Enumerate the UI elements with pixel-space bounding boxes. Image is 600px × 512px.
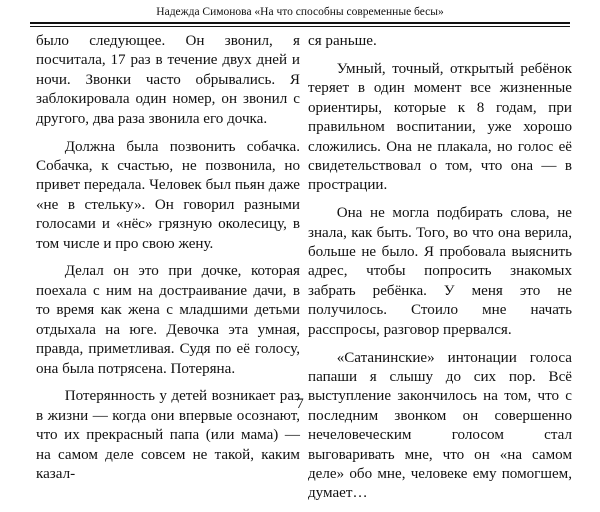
right-column (308, 32, 572, 512)
paragraph: «Сатанинские» интонации голоса папаши я слышу до сих пор. Всё выступление закончилось на том, что с последним звонком он совершенно нечеловеческим голосом стал выговаривать мне, что он «на самом деле» обо мне, человеке ему помогшем, думает… (308, 349, 572, 502)
paragraph: Она не могла подбирать слова, не знала, как быть. Того, во что она верила, больше не было. Я пробовала выяснить адрес, чтобы попросить знакомых забрать ребёнка. У меня это не получилось. Стоило мне начать расспросы, разговор прервался. (308, 205, 572, 338)
paragraph: Потерянность у детей возникает раз в жизни — когда они впервые осознают, что их прекрасный папа (или мама) — на самом деле совсем не такой, каким казал- (36, 388, 300, 483)
paragraph: Умный, точный, открытый ребёнок теряет в один момент все жизненные ориентиры, которые к 8 годам, при правильном воспитании, уже хорошо сложились. Она не плакала, но голос её свидетельствовал о том, что она — в прострации. (308, 60, 572, 194)
header-rule-thick (30, 22, 570, 24)
paragraph: ся раньше. (308, 33, 377, 49)
paragraph: было следующее. Он звонил, я посчитала, 17 раз в течение двух дней и ночи. Звонки часто обрывались. Я заблокировала один номер, он звонил с другого, два раза звонила его дочка. (36, 33, 300, 127)
page-number: 7 (296, 396, 304, 412)
paragraph: Должна была позвонить собачка. Собачка, к счастью, не позвонила, но привет передала. Человек был пьян даже «не в стельку». Он говорил разными голосами и «нёс» грязную околесицу, в том числе и про свою жену. (36, 138, 300, 252)
running-header: Надежда Симонова «На что способны современные бесы» (156, 6, 444, 18)
left-column (36, 32, 300, 493)
header-rule-thin (30, 26, 570, 27)
paragraph: Делал он это при дочке, которая поехала с ним на достраивание дачи, в то время как жена с младшими детьми отдыхала на юге. Девочка эта умная, правда, приметливая. Судя по её голосу, она была потрясена. Потеряна. (36, 263, 300, 377)
